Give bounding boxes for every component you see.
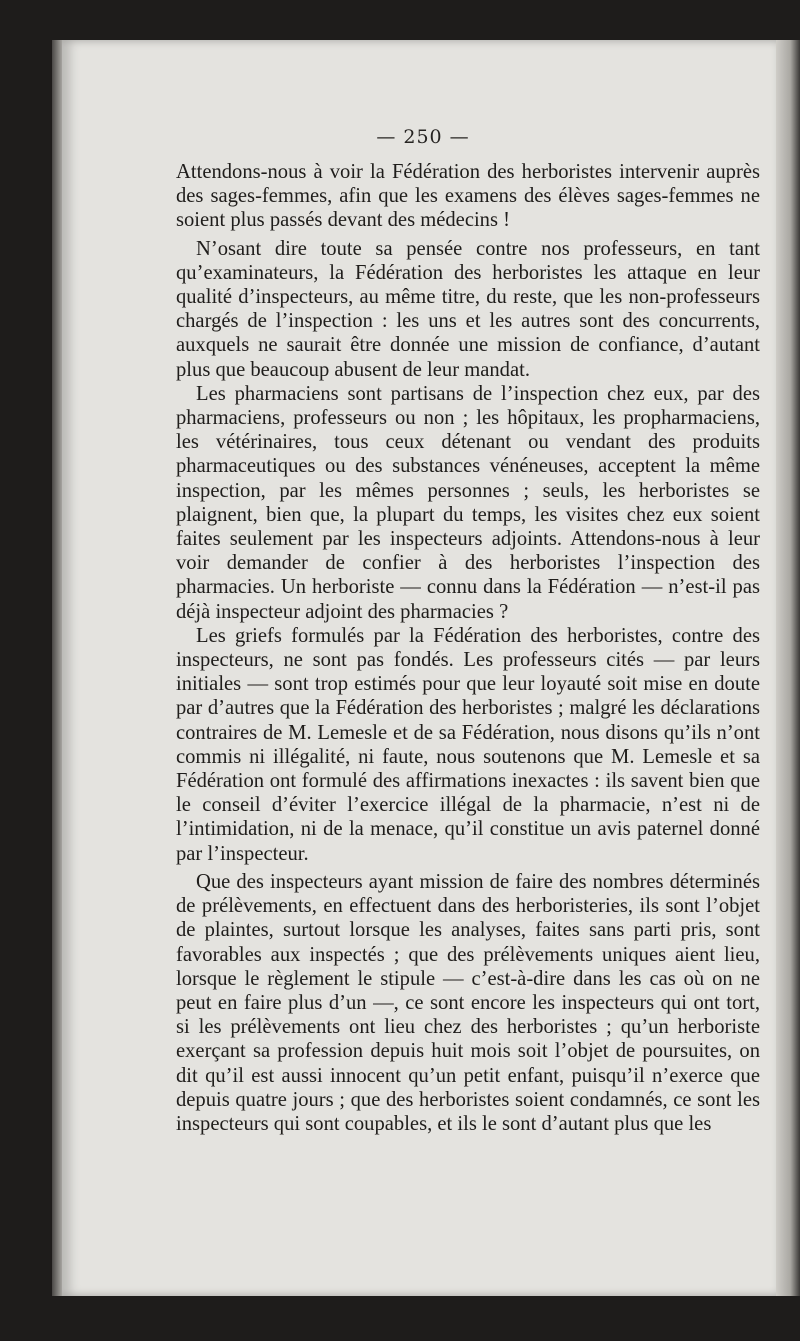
paragraph-3: Les pharmaciens sont partisans de l’inspection chez eux, par des pharmaciens, professeurs ou non ; les hôpitaux, les propharmaciens, les vétérinaires, tous ceux détenant ou vendant des produits pharmaceutiques ou des substances vénéneuses, acceptent la même inspection, par les mêmes personnes ; seuls, les herboristes se plaignent, bien que, la plupart du temps, les visites chez eux soient faites seulement par les inspecteurs adjoints. Attendons-nous à leur voir demander de confier à des herboristes l’inspection des pharmacies. Un herboriste — connu dans la Fédération — n’est-il pas déjà inspecteur adjoint des pharmacies ? xyxy=(176,382,760,623)
paragraph-4: Les griefs formulés par la Fédération des herboristes, contre des inspecteurs, ne sont pas fondés. Les professeurs cités — par leurs initiales — sont trop estimés pour que leur loyauté soit mise en doute par d’autres que la Fédération des herboristes ; malgré les déclarations contraires de M. Lemesle et de sa Fédération, nous disons qu’ils n’ont commis ni illégalité, ni faute, nous soutenons que M. Lemesle et sa Fédération ont formulé des affirmations inexactes : ils savent bien que le conseil d’éviter l’exercice illégal de la pharmacie, n’est ni de l’intimidation, ni de la menace, qu’il constitue un avis paternel donné par l’inspecteur. xyxy=(176,624,760,865)
paragraph-1: Attendons-nous à voir la Fédération des herboristes intervenir auprès des sages-femmes, afin que les examens des élèves sages-femmes ne soient plus passés devant des médecins ! xyxy=(176,161,760,232)
paragraph-5: Que des inspecteurs ayant mission de faire des nombres déterminés de prélèvements, en effectuent dans des herboristeries, ils sont l’objet de plaintes, surtout lorsque les analyses, faites sans parti pris, sont favorables aux inspectés ; que des prélèvements uniques aient lieu, lorsque le règlement le stipule — c’est-à-dire dans les cas où on ne peut en faire plus d’un —, ce sont encore les inspecteurs qui ont tort, si les prélèvements ont lieu chez des herboristes ; qu’un herboriste exerçant sa profession depuis huit mois soit l’objet de poursuites, on dit qu’il est aussi innocent qu’un petit enfant, puisqu’il n’exerce que depuis quatre jours ; que des herboristes soient condamnés, ce sont les inspecteurs qui sont coupables, et ils le sont d’autant plus que les xyxy=(176,870,760,1135)
book-page xyxy=(62,40,784,1296)
body-text xyxy=(176,160,760,1136)
page-edge xyxy=(776,40,800,1296)
paragraph-2: N’osant dire toute sa pensée contre nos professeurs, en tant qu’examinateurs, la Fédération des herboristes les attaque en leur qualité d’inspecteurs, au même titre, du reste, que les non-professeurs chargés de l’inspection : les uns et les autres sont des concurrents, auxquels ne saurait être donnée une mission de confiance, d’autant plus que beaucoup abusent de leur mandat. xyxy=(176,237,760,381)
page-number: — 250 — xyxy=(376,126,470,148)
